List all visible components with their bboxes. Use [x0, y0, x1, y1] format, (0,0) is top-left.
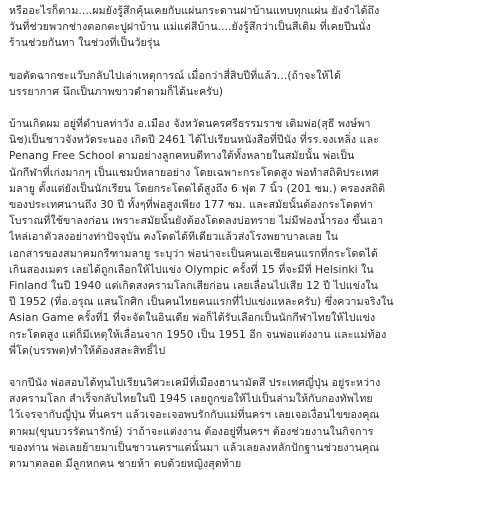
text-line: ร้านช่วยกันทา ในช่วงที่เป็นวัยรุ่น	[9, 37, 160, 50]
text-line: วันที่ช่วยพวกช่างตอกตะปูฝาบ้าน แม่แต่สีบ้าน....ยังรู้สึกว่าเป็นสีเดิม ที่เคยปีนนั่ง	[9, 21, 371, 34]
text-line: พี่โต(บรรพต)ทำให้ต้องสละสิทธิ์ไป	[9, 344, 166, 357]
paragraph-house-memories	[9, 3, 483, 52]
text-line: จากปีนัง พ่อสอบได้ทุนไปเรียนวิศวะเคมีที่เมืองฮานามัตสึ ประเทศญี่ปุ่น อยู่ระหว่าง	[9, 377, 381, 390]
text-line: มลายู ตั้งแต่ยังเป็นนักเรียน โดยกระโดดได้สูงถึง 6 ฟุต 7 นิ้ว (201 ซม.) ครองสถิติ	[9, 182, 386, 195]
text-line: ขอตัดฉากชะแว๊บกลับไปเล่าเหตุการณ์ เมื่อกว่าสี่สิบปีที่แล้ว...(ถ้าจะให้ได้	[9, 69, 341, 82]
text-line: บ้านเกิดผม อยู่ที่ตำบลท่าวัง อ.เมือง จังหวัดนครศรีธรรมราช เดิมพ่อ(สุธี พงษ์พา	[9, 118, 371, 131]
text-line: ของประเทศนานถึง 30 ปี ทั้งๆที่พ่อสูงเพียง 177 ซม. และสมัยนั้นต้องกระโดดท่า	[9, 199, 373, 212]
text-line: ตาผม(ขุนบวรรัตนารักษ์) ว่าถ้าจะแต่งงาน ต้องอยู่ที่นครฯ ต้องช่วยงานในกิจการ	[9, 425, 374, 438]
text-line: ของท่าน พ่อเลยย้ายมาเป็นชาวนครฯแต่นั้นมา แล้วเลยลงหลักปักฐานช่วยงานคุณ	[9, 441, 380, 454]
text-line: นิช)เป็นชาวจังหวัดระนอง เกิดปี 2461 ได้ไปเรียนหนังสือที่ปีนัง ที่รร.จงเหลิ่ง และ	[9, 134, 379, 147]
text-line: ไว้เจรจากับญี่ปุ่น ที่นครฯ แล้วเจอะเจอพบรักกับแม่ที่นครฯ เลยเจอเงื่อนไขของคุณ	[9, 409, 380, 422]
text-line: กระโดดสูง แต่ก็มีเหตุให้เลื่อนจาก 1950 เป็น 1951 อีก จนพ่อแต่งงาน และแม่ท้อง	[9, 328, 387, 341]
text-line: หรืออะไรก็ตาม....ผมยังรู้สึกคุ้นเคยกับแผ่นกระดานฝาบ้านแทบทุกแผ่น ยังจำได้ถึง	[9, 5, 380, 17]
text-line: เกินสองเมตร เลยได้ถูกเลือกให้ไปแข่ง Olympic ครั้งที่ 15 ที่จะมีที่ Helsinki ใน	[9, 263, 374, 276]
paragraph-father-biography	[9, 116, 483, 359]
text-line: ไหล่เอาตัวลงอย่างท่าปัจจุบัน คงโดดได้ทีเดียวแล้วส่งโรงพยาบาลเลย ใน	[9, 231, 339, 244]
paragraph-father-japan	[9, 375, 483, 472]
text-line: Asian Game ครั้งที่1 ที่จะจัดในอินเดีย พ่อก็ได้รับเลือกเป็นนักกีฬาไทยให้ไปแข่ง	[9, 312, 376, 325]
paragraph-spacer	[9, 359, 483, 375]
text-line: ตามาตลอด มีลูกหกคน ชายห้า ตบด้วยหญิงสุดท้าย	[9, 458, 242, 471]
paragraph-spacer	[9, 52, 483, 68]
text-line: Finland ในปี 1940 แต่เกิดสงครามโลกเสียก่อน เลยเลื่อนไปเสีย 12 ปี ไปแข่งใน	[9, 280, 379, 293]
text-line: ปี 1952 (ที่อ.อรุณ แสนโกศิก เป็นคนไทยคนแรกที่ไปแข่งแหละครับ) ซึ่งความจริงใน	[9, 296, 394, 309]
text-line: โบราณที่ใช้ขาลงก่อน เพราะสมัยนั้นยังต้องโดดลงบ่อทราย ไม่มีฟองน้ำรอง ขึ้นเอา	[9, 215, 384, 228]
text-line: Penang Free School ตามอย่างลูกคหบดีทางใต้ทั้งหลายในสมัยนั้น พ่อเป็น	[9, 150, 355, 163]
paragraph-spacer	[9, 100, 483, 116]
text-line: บรรยากาศ นึกเป็นภาพขาวดำตามก็ได้นะครับ)	[9, 85, 224, 98]
text-line: เอกสารของสมาคมกรีฑามลายู ระบุว่า พ่อน่าจะเป็นคนเอเชียคนแรกที่กระโดดได้	[9, 247, 378, 260]
text-line: สงครามโลก สำเร็จกลับไทยในปี 1945 เลยถูกขอให้ไปเป็นล่ามให้กับกองทัพไทย	[9, 393, 373, 406]
paragraph-flashback-intro	[9, 68, 483, 100]
text-line: นักกีฬาที่เก่งมากๆ เป็นแชมป์หลายอย่าง โดยเฉพาะกระโดดสูง พ่อทำสถิติประเทศ	[9, 166, 379, 179]
